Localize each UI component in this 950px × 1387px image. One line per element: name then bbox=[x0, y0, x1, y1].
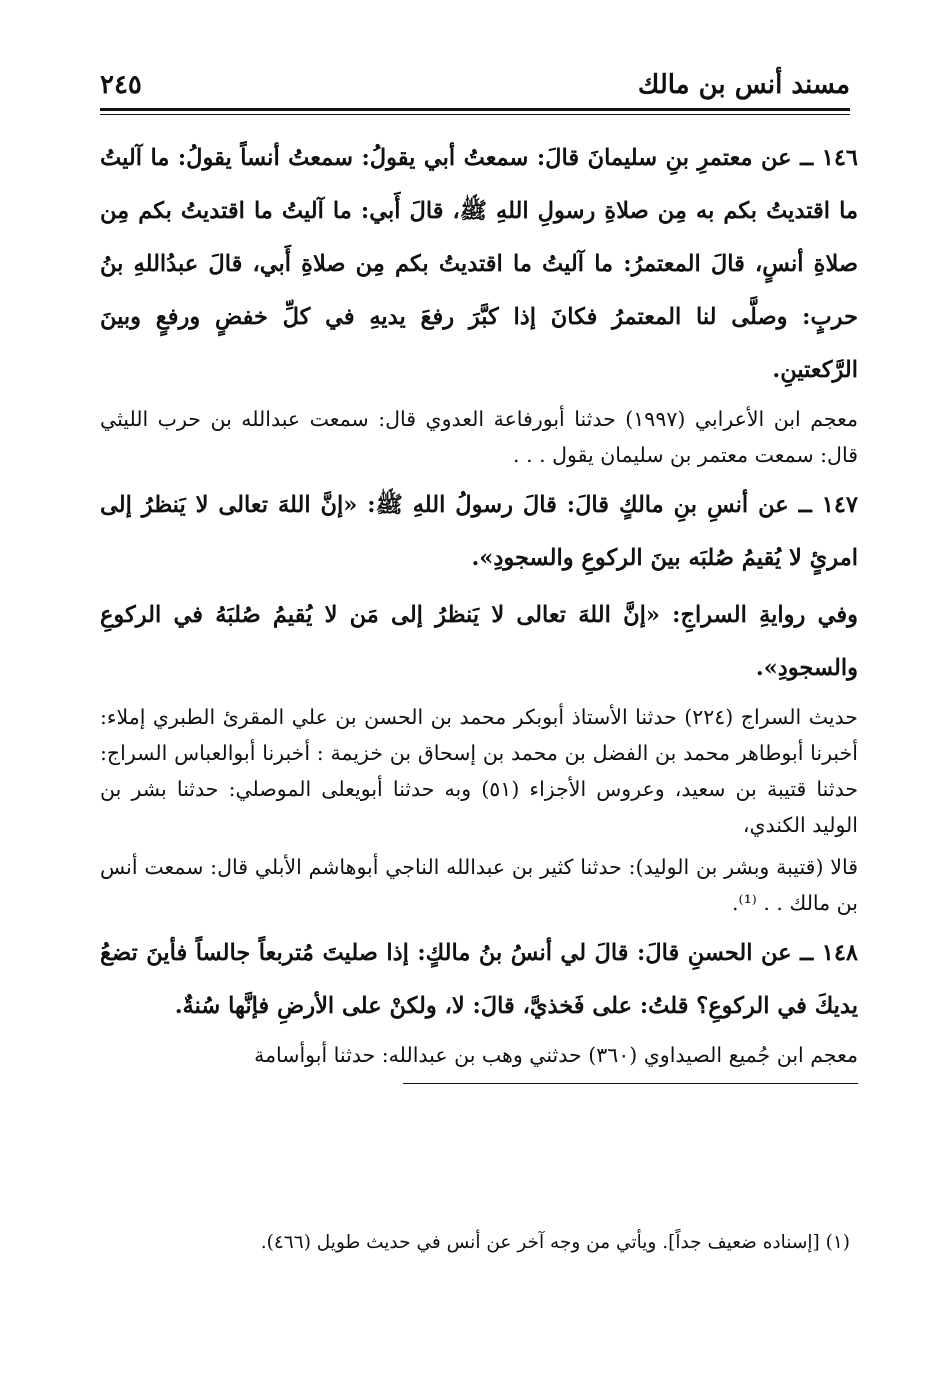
page-body bbox=[100, 132, 858, 1084]
source-148: معجم ابن جُميع الصيداوي (٣٦٠) حدثني وهب بن عبدالله: حدثنا أبوأسامة bbox=[254, 1043, 858, 1067]
hadith-147-variant: وفي روايةِ السراجِ: «إنَّ اللهَ تعالى لا يَنظرُ إلى مَن لا يُقيمُ صُلبَهُ في الركوعِ والسجودِ». bbox=[100, 602, 858, 681]
footnote-divider bbox=[403, 1083, 858, 1084]
source-147-continued: قالا (قتيبة وبشر بن الوليد): حدثنا كثير بن عبدالله الناجي أبوهاشم الأبلي قال: سمعت أنس بن مالك . . ⁽¹⁾. bbox=[100, 855, 858, 915]
running-title: مسند أنس بن مالك bbox=[637, 70, 850, 100]
source-147: حديث السراج (٢٢٤) حدثنا الأستاذ أبوبكر محمد بن الحسن بن علي المقرئ الطبري إملاء: أخبرنا أبوطاهر محمد بن الفضل بن محمد بن إسحاق بن خزيمة : أخبرنا أبوالعباس السراج: حدثنا قتيبة بن سعيد، وعروس الأجزاء (٥١) وبه حدثنا أبويعلى الموصلي: حدثنا بشر بن الوليد الكندي، bbox=[100, 705, 859, 837]
footnote: (١) [إسناده ضعيف جداً]. ويأتي من وجه آخر عن أنس في حديث طويل (٤٦٦). bbox=[260, 1232, 850, 1253]
page-header bbox=[100, 68, 850, 104]
header-rule-thin bbox=[100, 114, 850, 115]
hadith-146: ١٤٦ ــ عن معتمرِ بنِ سليمانَ قالَ: سمعتُ أبي يقولُ: سمعتُ أنساً يقولُ: ما آليتُ ما اقتديتُ بكم به مِن صلاةِ رسولِ اللهِ ﷺ، قالَ أَبي: ما آليتُ ما اقتديتُ بكم مِن صلاةِ أنسٍ، قالَ المعتمرُ: ما آليتُ ما اقتديتُ بكم مِن صلاةِ أَبي، قالَ عبدُاللهِ بنُ حربٍ: وصلَّى لنا المعتمرُ فكانَ إذا كبَّرَ رفعَ يديهِ في كلِّ خفضٍ ورفعٍ وبينَ الرَّكعتينِ. bbox=[100, 145, 858, 383]
source-146: معجم ابن الأعرابي (١٩٩٧) حدثنا أبورفاعة العدوي قال: سمعت عبدالله بن حرب الليثي قال: سمعت معتمر بن سليمان يقول . . . bbox=[100, 407, 858, 467]
page-number: ٢٤٥ bbox=[100, 70, 142, 100]
hadith-148: ١٤٨ ــ عن الحسنِ قالَ: قالَ لي أنسُ بنُ مالكٍ: إذا صليتَ مُتربعاً جالساً فأينَ تضعُ يديكَ في الركوعِ؟ قلتُ: على فَخذيَّ، قالَ: لا، ولكنْ على الأرضِ فإنَّها سُنةٌ. bbox=[100, 940, 858, 1019]
header-rule-thick bbox=[100, 108, 850, 111]
hadith-147: ١٤٧ ــ عن أنسِ بنِ مالكٍ قالَ: قالَ رسولُ اللهِ ﷺ: «إنَّ اللهَ تعالى لا يَنظرُ إلى امرئٍ لا يُقيمُ صُلبَه بينَ الركوعِ والسجودِ». bbox=[100, 492, 858, 571]
